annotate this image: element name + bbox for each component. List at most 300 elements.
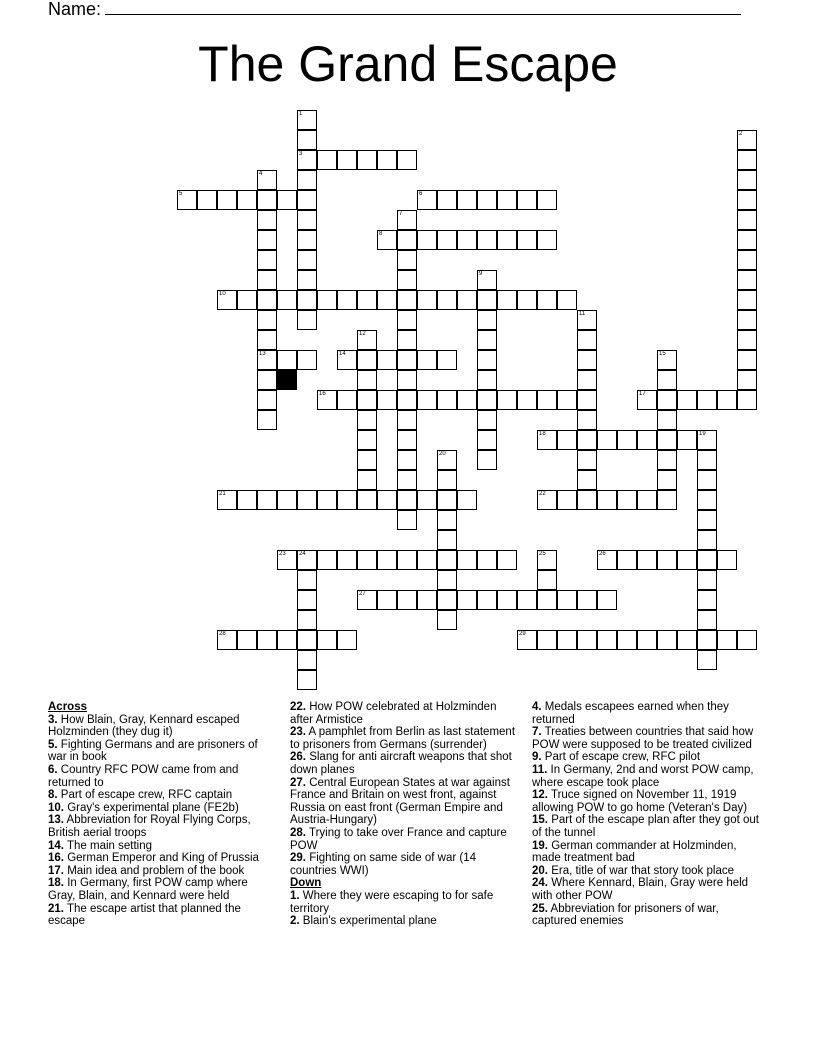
grid-cell[interactable]	[397, 590, 417, 610]
grid-cell[interactable]	[437, 350, 457, 370]
grid-cell[interactable]	[257, 410, 277, 430]
grid-cell[interactable]	[397, 250, 417, 270]
grid-cell[interactable]	[277, 190, 297, 210]
clue-text: Medals escapees earned when they returned	[532, 701, 729, 726]
grid-cell[interactable]	[317, 290, 337, 310]
grid-cell[interactable]	[577, 490, 597, 510]
clue-text: Where Kennard, Blain, Gray were held with other POW	[532, 877, 749, 902]
grid-cell[interactable]	[297, 550, 317, 570]
grid-cell[interactable]	[417, 230, 437, 250]
grid-cell[interactable]	[557, 430, 577, 450]
grid-cell[interactable]	[697, 390, 717, 410]
grid-cell[interactable]	[257, 210, 277, 230]
grid-cell[interactable]	[357, 450, 377, 470]
grid-cell[interactable]	[397, 350, 417, 370]
grid-cell[interactable]	[577, 450, 597, 470]
grid-cell[interactable]	[437, 530, 457, 550]
grid-cell[interactable]	[397, 410, 417, 430]
grid-cell[interactable]	[277, 630, 297, 650]
grid-cell[interactable]	[737, 270, 757, 290]
clue-number: 4	[259, 171, 263, 177]
grid-cell[interactable]	[397, 490, 417, 510]
grid-cell[interactable]	[457, 550, 477, 570]
grid-cell[interactable]	[377, 590, 397, 610]
grid-cell[interactable]	[297, 650, 317, 670]
grid-cell[interactable]	[477, 330, 497, 350]
grid-cell[interactable]	[537, 570, 557, 590]
grid-cell[interactable]	[677, 550, 697, 570]
grid-cell[interactable]	[417, 550, 437, 570]
grid-cell[interactable]	[257, 190, 277, 210]
clue-text: Abbreviation for Royal Flying Corps, British aerial troops	[48, 814, 251, 839]
grid-cell[interactable]	[737, 170, 757, 190]
grid-cell[interactable]	[297, 670, 317, 690]
clue-text: How Blain, Gray, Kennard escaped Holzminden (they dug it)	[48, 713, 240, 739]
grid-cell[interactable]	[677, 630, 697, 650]
grid-cell[interactable]	[297, 490, 317, 510]
grid-cell[interactable]	[297, 110, 317, 130]
grid-cell[interactable]	[717, 550, 737, 570]
grid-cell[interactable]	[717, 630, 737, 650]
grid-cell[interactable]	[217, 190, 237, 210]
grid-cell[interactable]	[297, 130, 317, 150]
grid-cell[interactable]	[357, 370, 377, 390]
clue-text: Country RFC POW came from and returned to	[48, 763, 239, 789]
grid-cell[interactable]	[337, 630, 357, 650]
across-clue	[48, 764, 276, 789]
grid-cell[interactable]	[517, 230, 537, 250]
grid-cell[interactable]	[657, 390, 677, 410]
grid-cell[interactable]	[317, 150, 337, 170]
grid-cell[interactable]	[597, 430, 617, 450]
grid-cell[interactable]	[657, 450, 677, 470]
clue-number: 1	[299, 111, 303, 117]
grid-cell[interactable]	[437, 550, 457, 570]
clue-number: 6	[419, 191, 423, 197]
grid-cell[interactable]	[257, 250, 277, 270]
grid-cell[interactable]	[257, 370, 277, 390]
grid-cell[interactable]	[657, 550, 677, 570]
clue-text: Trying to take over France and capture POW	[290, 826, 507, 852]
clue-text: Blain's experimental plane	[299, 915, 437, 928]
down-clue	[532, 726, 764, 751]
grid-cell[interactable]	[257, 310, 277, 330]
grid-cell[interactable]	[297, 350, 317, 370]
grid-cell[interactable]	[237, 290, 257, 310]
down-clue	[532, 751, 764, 764]
grid-cell[interactable]	[577, 590, 597, 610]
grid-cell[interactable]	[737, 630, 757, 650]
clue-text: Part of escape crew, RFC pilot	[541, 751, 701, 764]
clue-number: 5	[179, 191, 183, 197]
grid-cell[interactable]	[617, 550, 637, 570]
clue-number: 13.	[48, 814, 64, 827]
grid-cell[interactable]	[537, 390, 557, 410]
grid-cell[interactable]	[317, 630, 337, 650]
grid-cell[interactable]	[457, 390, 477, 410]
grid-cell[interactable]	[437, 490, 457, 510]
clue-number: 10	[219, 291, 226, 297]
grid-cell[interactable]	[357, 490, 377, 510]
grid-cell[interactable]	[317, 490, 337, 510]
grid-cell[interactable]	[357, 290, 377, 310]
grid-cell[interactable]	[377, 350, 397, 370]
grid-cell[interactable]	[317, 390, 337, 410]
grid-cell[interactable]	[637, 550, 657, 570]
grid-cell[interactable]	[477, 270, 497, 290]
grid-cell[interactable]	[397, 330, 417, 350]
grid-cell[interactable]	[477, 550, 497, 570]
grid-cell[interactable]	[697, 590, 717, 610]
grid-cell[interactable]	[237, 490, 257, 510]
grid-cell[interactable]	[457, 190, 477, 210]
grid-cell[interactable]	[677, 430, 697, 450]
grid-cell[interactable]	[577, 370, 597, 390]
grid-cell[interactable]	[637, 390, 657, 410]
grid-cell[interactable]	[717, 390, 737, 410]
grid-cell[interactable]	[737, 330, 757, 350]
grid-cell[interactable]	[357, 590, 377, 610]
grid-cell[interactable]	[297, 210, 317, 230]
grid-cell[interactable]	[537, 430, 557, 450]
grid-cell[interactable]	[657, 430, 677, 450]
grid-cell[interactable]	[237, 630, 257, 650]
grid-cell[interactable]	[337, 290, 357, 310]
across-clue	[48, 877, 276, 902]
grid-cell[interactable]	[177, 190, 197, 210]
clue-text: How POW celebrated at Holzminden after Armistice	[290, 701, 497, 726]
grid-cell[interactable]	[257, 230, 277, 250]
grid-cell[interactable]	[597, 590, 617, 610]
grid-cell[interactable]	[517, 290, 537, 310]
grid-cell[interactable]	[297, 170, 317, 190]
grid-cell[interactable]	[637, 430, 657, 450]
grid-cell[interactable]	[357, 470, 377, 490]
clue-number: 8	[379, 231, 383, 237]
grid-cell[interactable]	[497, 290, 517, 310]
grid-cell[interactable]	[397, 550, 417, 570]
clue-number: 17	[639, 391, 646, 397]
grid-cell[interactable]	[357, 550, 377, 570]
grid-cell[interactable]	[277, 550, 297, 570]
shaded-cell	[277, 370, 297, 390]
grid-cell[interactable]	[397, 310, 417, 330]
grid-cell[interactable]	[437, 230, 457, 250]
grid-cell[interactable]	[377, 290, 397, 310]
grid-cell[interactable]	[377, 390, 397, 410]
grid-cell[interactable]	[417, 290, 437, 310]
grid-cell[interactable]	[577, 350, 597, 370]
grid-cell[interactable]	[257, 330, 277, 350]
clue-number: 9.	[532, 751, 542, 764]
grid-cell[interactable]	[477, 190, 497, 210]
grid-cell[interactable]	[697, 530, 717, 550]
clue-number: 9	[479, 271, 483, 277]
grid-cell[interactable]	[737, 350, 757, 370]
grid-cell[interactable]	[517, 190, 537, 210]
grid-cell[interactable]	[237, 190, 257, 210]
grid-cell[interactable]	[557, 630, 577, 650]
clue-text: Part of the escape plan after they got out of the tunnel	[532, 814, 759, 839]
clue-number: 21.	[48, 902, 64, 915]
grid-cell[interactable]	[377, 550, 397, 570]
grid-cell[interactable]	[497, 590, 517, 610]
across-clue	[48, 865, 276, 878]
grid-cell[interactable]	[477, 230, 497, 250]
clue-number: 27	[359, 591, 366, 597]
grid-cell[interactable]	[497, 190, 517, 210]
down-clue	[532, 840, 764, 865]
grid-cell[interactable]	[337, 490, 357, 510]
grid-cell[interactable]	[277, 350, 297, 370]
grid-cell[interactable]	[657, 490, 677, 510]
clue-number: 20.	[532, 864, 548, 877]
grid-cell[interactable]	[577, 330, 597, 350]
grid-cell[interactable]	[397, 270, 417, 290]
grid-cell[interactable]	[537, 590, 557, 610]
grid-cell[interactable]	[737, 130, 757, 150]
grid-cell[interactable]	[537, 190, 557, 210]
grid-cell[interactable]	[477, 450, 497, 470]
grid-cell[interactable]	[477, 310, 497, 330]
clue-text: German commander at Holzminden, made treatment bad	[532, 839, 737, 865]
grid-cell[interactable]	[257, 350, 277, 370]
clue-text: Truce signed on November 11, 1919 allowing POW to go home (Veteran's Day)	[532, 789, 748, 814]
grid-cell[interactable]	[517, 590, 537, 610]
grid-cell[interactable]	[397, 450, 417, 470]
grid-cell[interactable]	[737, 210, 757, 230]
grid-cell[interactable]	[357, 430, 377, 450]
grid-cell[interactable]	[657, 370, 677, 390]
grid-cell[interactable]	[317, 550, 337, 570]
clue-number: 24.	[532, 877, 548, 890]
grid-cell[interactable]	[397, 470, 417, 490]
clue-number: 7	[399, 211, 403, 217]
down-clue	[532, 877, 764, 902]
grid-cell[interactable]	[357, 390, 377, 410]
clue-number: 11	[579, 311, 586, 317]
clue-text: Fighting on same side of war (14 countries WWI)	[290, 852, 477, 877]
grid-cell[interactable]	[357, 330, 377, 350]
grid-cell[interactable]	[397, 390, 417, 410]
grid-cell[interactable]	[697, 490, 717, 510]
grid-cell[interactable]	[337, 550, 357, 570]
grid-cell[interactable]	[537, 290, 557, 310]
grid-cell[interactable]	[557, 290, 577, 310]
grid-cell[interactable]	[557, 490, 577, 510]
grid-cell[interactable]	[437, 390, 457, 410]
across-clue	[48, 814, 276, 839]
grid-cell[interactable]	[477, 430, 497, 450]
grid-cell[interactable]	[357, 350, 377, 370]
grid-cell[interactable]	[397, 510, 417, 530]
grid-cell[interactable]	[537, 230, 557, 250]
grid-cell[interactable]	[417, 190, 437, 210]
down-clue	[532, 903, 764, 928]
grid-cell[interactable]	[377, 490, 397, 510]
grid-cell[interactable]	[437, 190, 457, 210]
grid-cell[interactable]	[577, 630, 597, 650]
clue-number: 22	[539, 491, 546, 497]
grid-cell[interactable]	[657, 470, 677, 490]
clue-number: 17.	[48, 864, 64, 877]
grid-cell[interactable]	[577, 430, 597, 450]
grid-cell[interactable]	[677, 390, 697, 410]
clue-number: 12.	[532, 789, 548, 802]
grid-cell[interactable]	[737, 230, 757, 250]
grid-cell[interactable]	[657, 410, 677, 430]
grid-cell[interactable]	[557, 590, 577, 610]
grid-cell[interactable]	[637, 630, 657, 650]
grid-cell[interactable]	[297, 310, 317, 330]
grid-cell[interactable]	[477, 390, 497, 410]
grid-cell[interactable]	[257, 170, 277, 190]
grid-cell[interactable]	[617, 490, 637, 510]
grid-cell[interactable]	[297, 190, 317, 210]
grid-cell[interactable]	[437, 450, 457, 470]
grid-cell[interactable]	[397, 430, 417, 450]
grid-cell[interactable]	[697, 650, 717, 670]
grid-cell[interactable]	[737, 250, 757, 270]
grid-cell[interactable]	[457, 490, 477, 510]
grid-cell[interactable]	[477, 350, 497, 370]
clue-text: The main setting	[64, 839, 153, 852]
grid-cell[interactable]	[257, 390, 277, 410]
grid-cell[interactable]	[297, 150, 317, 170]
grid-cell[interactable]	[297, 610, 317, 630]
grid-cell[interactable]	[577, 470, 597, 490]
down-clue	[532, 701, 764, 726]
grid-cell[interactable]	[257, 490, 277, 510]
grid-cell[interactable]	[337, 350, 357, 370]
grid-cell[interactable]	[737, 150, 757, 170]
grid-cell[interactable]	[657, 630, 677, 650]
grid-cell[interactable]	[697, 470, 717, 490]
grid-cell[interactable]	[557, 390, 577, 410]
grid-cell[interactable]	[537, 630, 557, 650]
grid-cell[interactable]	[377, 150, 397, 170]
grid-cell[interactable]	[737, 190, 757, 210]
grid-cell[interactable]	[437, 610, 457, 630]
clue-number: 25.	[532, 902, 548, 915]
puzzle-title: The Grand Escape	[198, 36, 618, 92]
grid-cell[interactable]	[197, 190, 217, 210]
grid-cell[interactable]	[737, 390, 757, 410]
grid-cell[interactable]	[617, 630, 637, 650]
grid-cell[interactable]	[737, 370, 757, 390]
grid-cell[interactable]	[737, 290, 757, 310]
grid-cell[interactable]	[297, 570, 317, 590]
grid-cell[interactable]	[697, 510, 717, 530]
grid-cell[interactable]	[297, 630, 317, 650]
grid-cell[interactable]	[497, 550, 517, 570]
grid-cell[interactable]	[577, 310, 597, 330]
grid-cell[interactable]	[477, 370, 497, 390]
grid-cell[interactable]	[737, 310, 757, 330]
grid-cell[interactable]	[217, 290, 237, 310]
grid-cell[interactable]	[417, 350, 437, 370]
grid-cell[interactable]	[257, 290, 277, 310]
grid-cell[interactable]	[497, 230, 517, 250]
grid-cell[interactable]	[657, 350, 677, 370]
grid-cell[interactable]	[697, 430, 717, 450]
grid-cell[interactable]	[257, 630, 277, 650]
grid-cell[interactable]	[417, 490, 437, 510]
grid-cell[interactable]	[597, 550, 617, 570]
grid-cell[interactable]	[277, 490, 297, 510]
grid-cell[interactable]	[397, 210, 417, 230]
grid-cell[interactable]	[637, 490, 657, 510]
grid-cell[interactable]	[537, 550, 557, 570]
grid-cell[interactable]	[437, 570, 457, 590]
grid-cell[interactable]	[697, 570, 717, 590]
grid-cell[interactable]	[297, 270, 317, 290]
grid-cell[interactable]	[337, 390, 357, 410]
grid-cell[interactable]	[337, 150, 357, 170]
grid-cell[interactable]	[437, 510, 457, 530]
grid-cell[interactable]	[697, 450, 717, 470]
grid-cell[interactable]	[357, 150, 377, 170]
grid-cell[interactable]	[357, 410, 377, 430]
clue-number: 11.	[532, 763, 548, 776]
grid-cell[interactable]	[597, 630, 617, 650]
grid-cell[interactable]	[517, 390, 537, 410]
grid-cell[interactable]	[537, 490, 557, 510]
grid-cell[interactable]	[577, 390, 597, 410]
clue-number: 26.	[290, 751, 306, 764]
grid-cell[interactable]	[697, 630, 717, 650]
clue-number: 25	[539, 551, 546, 557]
grid-cell[interactable]	[217, 630, 237, 650]
down-clue	[290, 890, 522, 915]
grid-cell[interactable]	[417, 390, 437, 410]
grid-cell[interactable]	[517, 630, 537, 650]
grid-cell[interactable]	[457, 230, 477, 250]
grid-cell[interactable]	[497, 390, 517, 410]
grid-cell[interactable]	[297, 290, 317, 310]
grid-cell[interactable]	[617, 430, 637, 450]
grid-cell[interactable]	[377, 230, 397, 250]
clue-text: Fighting Germans and are prisoners of war in book	[48, 738, 258, 764]
grid-cell[interactable]	[477, 290, 497, 310]
grid-cell[interactable]	[697, 610, 717, 630]
grid-cell[interactable]	[597, 490, 617, 510]
grid-cell[interactable]	[477, 590, 497, 610]
grid-cell[interactable]	[437, 470, 457, 490]
grid-cell[interactable]	[397, 230, 417, 250]
grid-cell[interactable]	[457, 590, 477, 610]
grid-cell[interactable]	[297, 230, 317, 250]
grid-cell[interactable]	[697, 550, 717, 570]
grid-cell[interactable]	[397, 150, 417, 170]
across-clue	[48, 840, 276, 853]
grid-cell[interactable]	[437, 590, 457, 610]
grid-cell[interactable]	[397, 370, 417, 390]
grid-cell[interactable]	[217, 490, 237, 510]
grid-cell[interactable]	[577, 410, 597, 430]
grid-cell[interactable]	[417, 590, 437, 610]
clue-number: 10.	[48, 801, 64, 814]
clue-text: Part of escape crew, RFC captain	[57, 789, 233, 802]
grid-cell[interactable]	[277, 290, 297, 310]
grid-cell[interactable]	[477, 410, 497, 430]
grid-cell[interactable]	[297, 250, 317, 270]
grid-cell[interactable]	[257, 270, 277, 290]
grid-cell[interactable]	[297, 590, 317, 610]
grid-cell[interactable]	[457, 290, 477, 310]
grid-cell[interactable]	[437, 290, 457, 310]
grid-cell[interactable]	[397, 290, 417, 310]
